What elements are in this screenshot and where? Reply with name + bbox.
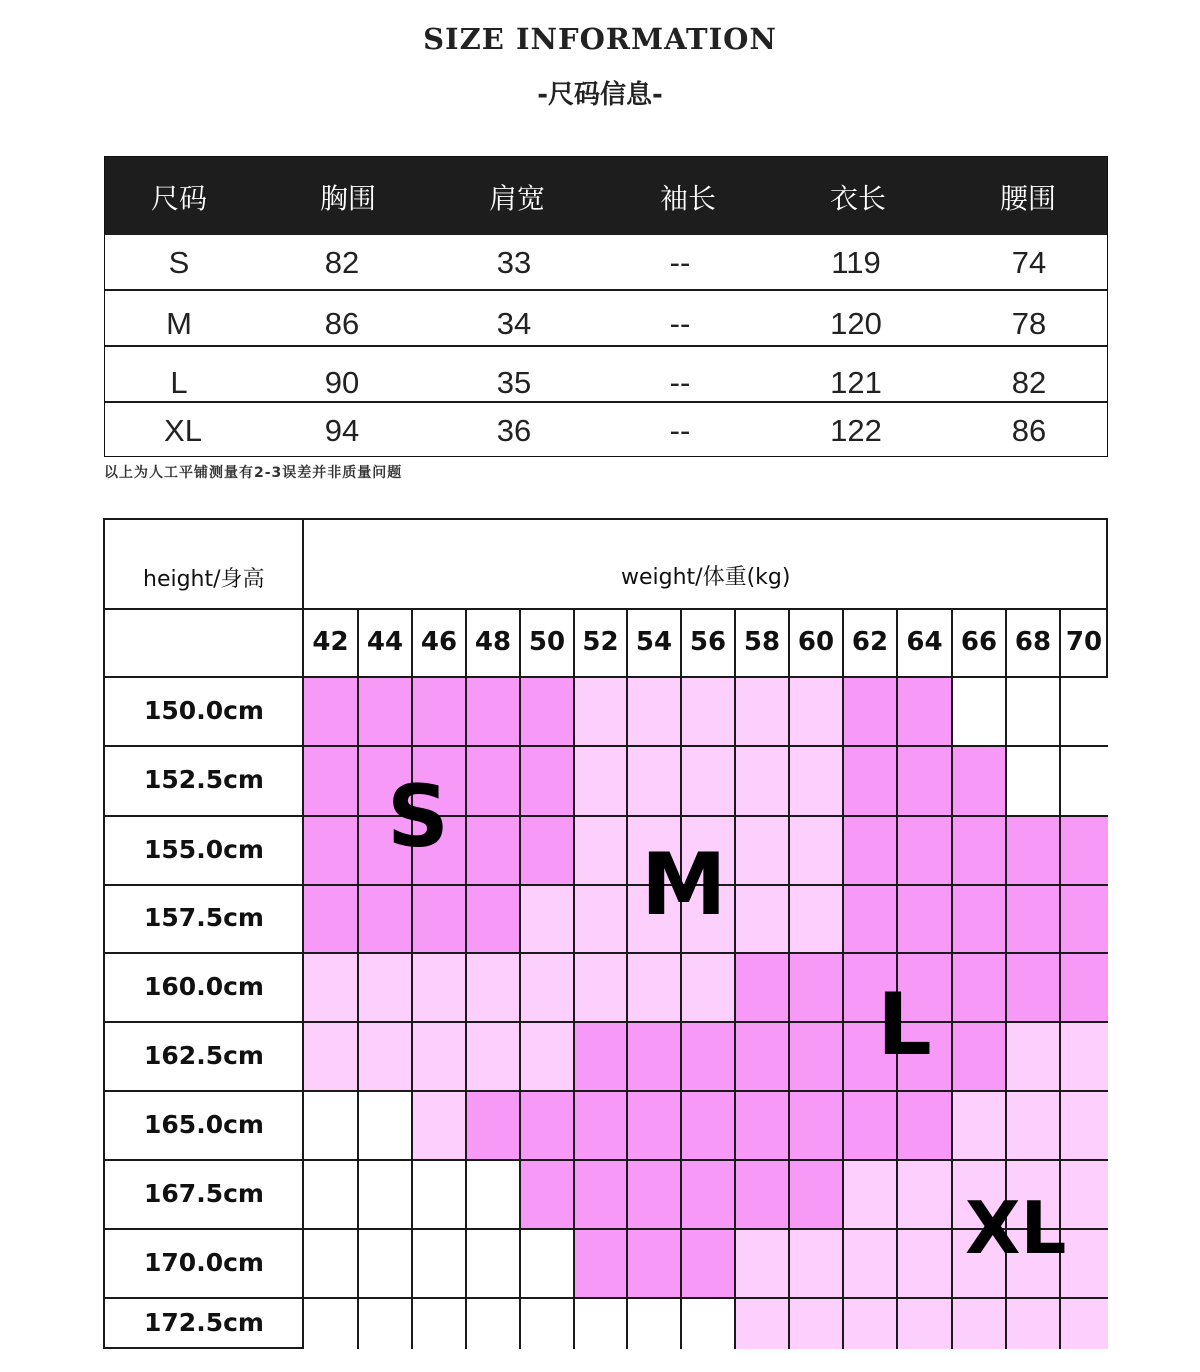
- header-size: 尺码: [150, 182, 207, 215]
- size-recommendation-chart: [103, 518, 1108, 1349]
- chart-cell: [303, 1160, 358, 1229]
- chart-cell: [627, 1298, 681, 1349]
- chart-cell: [681, 677, 735, 746]
- chart-cell: [897, 1298, 952, 1349]
- chart-cell: [574, 1298, 627, 1349]
- cell-length: 122: [830, 413, 882, 448]
- weight-label: 48: [474, 627, 512, 657]
- chart-cell: [466, 816, 520, 885]
- chart-cell: [520, 885, 574, 953]
- cell-chest: 94: [324, 413, 360, 448]
- grid-line: [951, 609, 953, 1349]
- chart-cell: [520, 1298, 574, 1349]
- chart-cell: [1060, 885, 1108, 953]
- weight-label: 60: [797, 627, 835, 657]
- chart-cell: [574, 677, 627, 746]
- chart-cell: [520, 1022, 574, 1091]
- weight-label: 68: [1014, 627, 1052, 657]
- chart-cell: [952, 953, 1006, 1022]
- chart-cell: [1060, 1091, 1108, 1160]
- size-label-m: M: [641, 835, 727, 935]
- cell-shoulder: 35: [496, 365, 532, 400]
- chart-cell: [897, 677, 952, 746]
- grid-line: [788, 609, 790, 1349]
- chart-cell: [789, 1022, 843, 1091]
- chart-cell: [952, 1022, 1006, 1091]
- cell-waist: 78: [1011, 306, 1047, 341]
- grid-line: [465, 609, 467, 1349]
- chart-cell: [466, 1229, 520, 1298]
- chart-cell: [574, 1229, 627, 1298]
- chart-cell: [789, 885, 843, 953]
- chart-cell: [789, 953, 843, 1022]
- chart-cell: [412, 677, 466, 746]
- chart-cell: [789, 1229, 843, 1298]
- chart-cell: [1060, 677, 1108, 746]
- chart-cell: [681, 1229, 735, 1298]
- chart-cell: [1060, 1298, 1108, 1349]
- chart-cell: [952, 816, 1006, 885]
- chart-cell: [358, 677, 412, 746]
- weight-label: 58: [743, 627, 781, 657]
- cell-size: L: [170, 365, 188, 400]
- chart-cell: [466, 1022, 520, 1091]
- cell-waist: 74: [1011, 245, 1047, 280]
- chart-cell: [627, 1022, 681, 1091]
- chart-cell: [520, 1091, 574, 1160]
- size-label-l: L: [877, 975, 932, 1075]
- height-label: 155.0cm: [144, 834, 264, 864]
- chart-cell: [303, 1298, 358, 1349]
- height-label: 157.5cm: [144, 903, 264, 932]
- grid-line: [105, 1297, 1108, 1299]
- chart-cell: [735, 816, 789, 885]
- chart-cell: [303, 1091, 358, 1160]
- chart-cell: [681, 1022, 735, 1091]
- chart-cell: [681, 746, 735, 816]
- chart-cell: [735, 677, 789, 746]
- header-sleeve: 袖长: [659, 182, 716, 215]
- cell-sleeve: --: [669, 306, 691, 341]
- cell-waist: 82: [1011, 365, 1047, 400]
- chart-cell: [843, 816, 897, 885]
- grid-line: [626, 609, 628, 1349]
- chart-cell: [303, 1022, 358, 1091]
- cell-sleeve: --: [669, 365, 691, 400]
- chart-cell: [843, 1229, 897, 1298]
- chart-cell: [843, 1091, 897, 1160]
- height-label: 165.0cm: [144, 1109, 264, 1139]
- chart-cell: [627, 677, 681, 746]
- chart-cell: [466, 953, 520, 1022]
- grid-line: [105, 745, 1108, 747]
- height-header: height/身高: [143, 567, 265, 592]
- chart-cell: [897, 816, 952, 885]
- chart-cell: [681, 953, 735, 1022]
- chart-cell: [466, 1091, 520, 1160]
- chart-cell: [1006, 1298, 1060, 1349]
- weight-label: 46: [420, 627, 458, 657]
- weight-label: 62: [851, 627, 889, 657]
- chart-cell: [952, 1298, 1006, 1349]
- grid-line: [734, 609, 736, 1349]
- chart-cell: [412, 1091, 466, 1160]
- chart-cell: [627, 1091, 681, 1160]
- weight-label: 52: [582, 627, 619, 657]
- chart-cell: [358, 1229, 412, 1298]
- chart-cell: [520, 1229, 574, 1298]
- chart-cell: [358, 1298, 412, 1349]
- cell-size: S: [168, 245, 190, 280]
- chart-cell: [952, 885, 1006, 953]
- chart-cell: [412, 1229, 466, 1298]
- cell-length: 121: [830, 365, 882, 400]
- chart-cell: [520, 1160, 574, 1229]
- chart-cell: [789, 1160, 843, 1229]
- grid-line: [105, 884, 1108, 886]
- title-english: SIZE INFORMATION: [423, 22, 777, 56]
- chart-cell: [843, 885, 897, 953]
- chart-cell: [789, 1091, 843, 1160]
- chart-cell: [681, 1091, 735, 1160]
- chart-cell: [466, 746, 520, 816]
- chart-cell: [358, 1091, 412, 1160]
- chart-cell: [735, 1091, 789, 1160]
- chart-cell: [789, 1298, 843, 1349]
- chart-cell: [358, 1160, 412, 1229]
- cell-length: 120: [830, 306, 882, 341]
- chart-cell: [574, 953, 627, 1022]
- chart-cell: [1060, 746, 1108, 816]
- grid-line: [105, 608, 1108, 610]
- grid-line: [105, 1021, 1108, 1023]
- chart-cell: [1060, 953, 1108, 1022]
- cell-chest: 86: [324, 306, 360, 341]
- chart-cell: [412, 953, 466, 1022]
- cell-shoulder: 33: [496, 245, 532, 280]
- chart-cell: [1060, 1160, 1108, 1229]
- cell-length: 119: [831, 245, 881, 280]
- chart-cell: [897, 1160, 952, 1229]
- row-divider: [105, 289, 1107, 291]
- chart-cell: [681, 1298, 735, 1349]
- chart-cell: [574, 746, 627, 816]
- weight-label: 66: [960, 627, 998, 657]
- row-divider: [105, 401, 1107, 403]
- grid-line: [105, 1090, 1108, 1092]
- chart-cell: [520, 677, 574, 746]
- chart-cell: [574, 1022, 627, 1091]
- chart-cell: [303, 816, 358, 885]
- weight-label: 56: [689, 627, 727, 657]
- chart-cell: [789, 677, 843, 746]
- size-label-xl: XL: [965, 1186, 1067, 1270]
- height-label: 152.5cm: [144, 765, 264, 794]
- cell-sleeve: --: [669, 245, 691, 280]
- row-divider: [105, 345, 1107, 347]
- chart-cell: [735, 953, 789, 1022]
- chart-cell: [843, 1160, 897, 1229]
- chart-cell: [412, 1298, 466, 1349]
- header-waist: 腰围: [999, 182, 1056, 215]
- chart-cell: [952, 746, 1006, 816]
- cell-chest: 82: [324, 245, 360, 280]
- cell-shoulder: 36: [496, 413, 532, 448]
- weight-label: 50: [528, 627, 566, 657]
- grid-line: [357, 609, 359, 1349]
- height-label: 150.0cm: [144, 695, 264, 725]
- chart-cell: [897, 1229, 952, 1298]
- chart-cell: [466, 1160, 520, 1229]
- chart-cell: [1006, 1022, 1060, 1091]
- chart-cell: [789, 746, 843, 816]
- cell-size: XL: [164, 413, 202, 448]
- chart-cell: [303, 677, 358, 746]
- chart-cell: [412, 1022, 466, 1091]
- title-chinese: -尺码信息-: [537, 80, 663, 110]
- grid-line: [105, 1159, 1108, 1161]
- chart-cell: [358, 953, 412, 1022]
- header-shoulder: 肩宽: [488, 182, 545, 215]
- weight-label: 64: [906, 627, 943, 657]
- chart-cell: [303, 953, 358, 1022]
- chart-cell: [1006, 1091, 1060, 1160]
- chart-cell: [627, 746, 681, 816]
- chart-cell: [1006, 746, 1060, 816]
- cell-size: M: [166, 306, 192, 341]
- grid-line: [519, 609, 521, 1349]
- height-label: 170.0cm: [144, 1247, 264, 1277]
- chart-cell: [843, 746, 897, 816]
- size-table-header: [105, 157, 1107, 235]
- chart-cell: [466, 1298, 520, 1349]
- chart-cell: [897, 746, 952, 816]
- chart-cell: [843, 677, 897, 746]
- chart-cell: [735, 1298, 789, 1349]
- grid-line: [105, 952, 1108, 954]
- grid-line: [680, 609, 682, 1349]
- chart-cell: [735, 1160, 789, 1229]
- chart-cell: [412, 1160, 466, 1229]
- header-chest: 胸围: [319, 182, 376, 215]
- chart-cell: [574, 816, 627, 885]
- cell-sleeve: --: [669, 413, 691, 448]
- height-label: 160.0cm: [144, 971, 264, 1001]
- grid-line: [105, 676, 1108, 678]
- chart-cell: [1006, 677, 1060, 746]
- chart-cell: [303, 746, 358, 816]
- chart-cell: [1006, 816, 1060, 885]
- cell-waist: 86: [1011, 413, 1047, 448]
- chart-cell: [466, 677, 520, 746]
- weight-label: 44: [366, 627, 404, 657]
- size-measurement-table: [104, 156, 1108, 457]
- chart-cell: [520, 953, 574, 1022]
- chart-cell: [412, 885, 466, 953]
- chart-cell: [681, 1160, 735, 1229]
- chart-cell: [789, 816, 843, 885]
- chart-cell: [627, 1160, 681, 1229]
- height-label: 167.5cm: [144, 1178, 264, 1208]
- chart-cell: [627, 953, 681, 1022]
- weight-label: 70: [1065, 627, 1103, 657]
- chart-cell: [1006, 885, 1060, 953]
- measurement-note: 以上为人工平铺测量有2-3误差并非质量问题: [104, 465, 403, 481]
- weight-label: 54: [635, 627, 673, 657]
- cell-shoulder: 34: [496, 306, 532, 341]
- chart-cell: [897, 885, 952, 953]
- chart-cell: [303, 885, 358, 953]
- chart-cell: [952, 677, 1006, 746]
- grid-line: [842, 609, 844, 1349]
- header-length: 衣长: [829, 182, 886, 215]
- chart-cell: [735, 1022, 789, 1091]
- size-label-s: S: [387, 767, 449, 867]
- chart-cell: [466, 885, 520, 953]
- chart-cell: [735, 885, 789, 953]
- grid-line: [411, 609, 413, 1349]
- chart-cell: [574, 885, 627, 953]
- chart-cell: [358, 885, 412, 953]
- chart-cell: [520, 746, 574, 816]
- chart-cell: [520, 816, 574, 885]
- chart-cell: [843, 1298, 897, 1349]
- chart-cell: [1006, 953, 1060, 1022]
- height-label: 172.5cm: [144, 1307, 264, 1337]
- chart-cell: [627, 1229, 681, 1298]
- chart-cell: [574, 1160, 627, 1229]
- chart-cell: [735, 1229, 789, 1298]
- chart-cell: [952, 1091, 1006, 1160]
- chart-cell: [358, 1022, 412, 1091]
- chart-cell: [574, 1091, 627, 1160]
- chart-cell: [735, 746, 789, 816]
- weight-label: 42: [312, 627, 349, 657]
- chart-cell: [1060, 1229, 1108, 1298]
- chart-cell: [1060, 1022, 1108, 1091]
- weight-header: weight/体重(kg): [621, 565, 791, 590]
- cell-chest: 90: [324, 365, 360, 400]
- chart-cell: [303, 1229, 358, 1298]
- grid-line: [105, 815, 1108, 817]
- grid-line: [105, 1228, 1108, 1230]
- height-label: 162.5cm: [144, 1040, 264, 1070]
- chart-cell: [1060, 816, 1108, 885]
- chart-cell: [897, 1091, 952, 1160]
- grid-line: [573, 609, 575, 1349]
